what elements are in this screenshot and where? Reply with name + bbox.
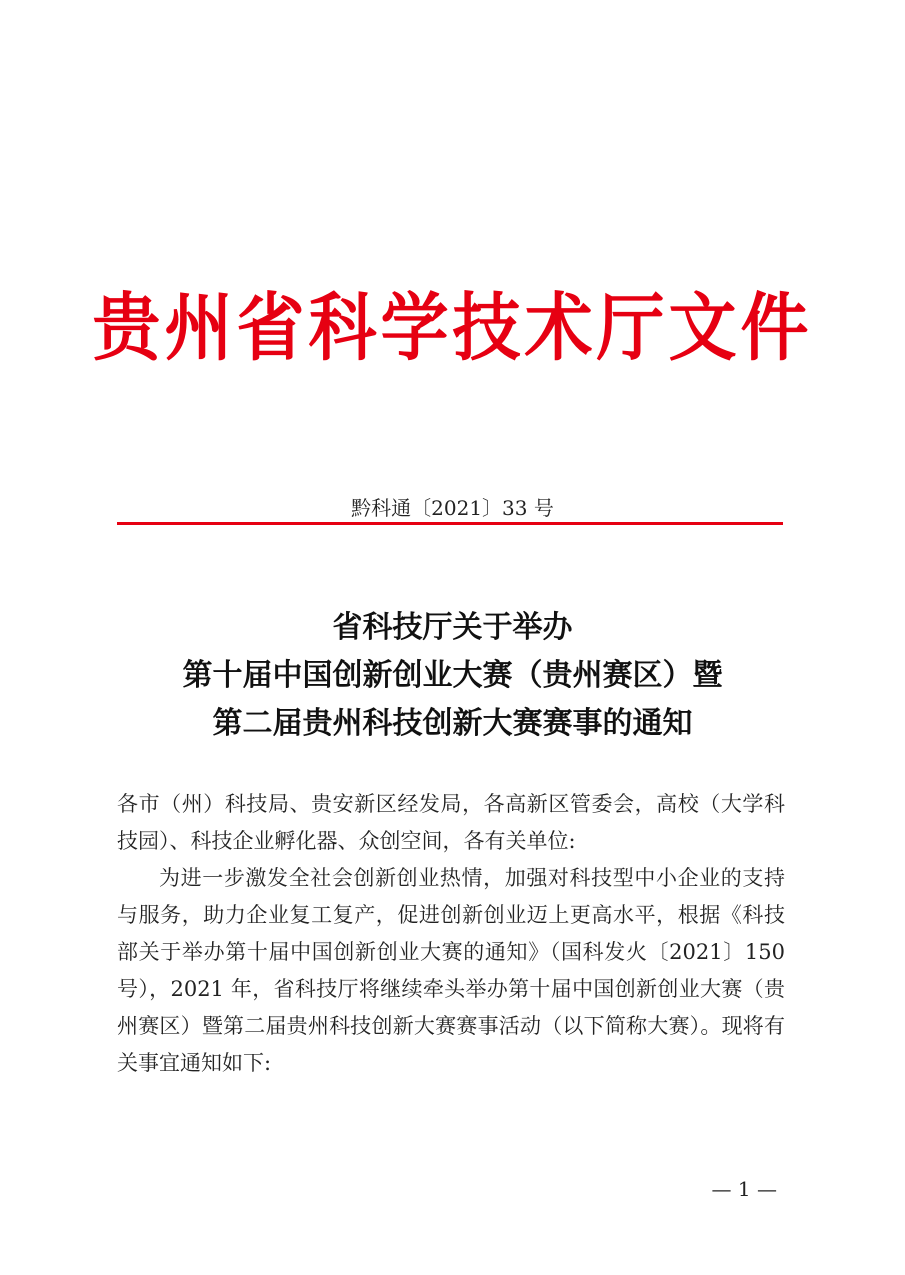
red-divider-line [117,522,783,525]
notice-body [117,786,785,1082]
title-line-3: 第二届贵州科技创新大赛赛事的通知 [212,706,693,741]
document-number: 黔科通〔2021〕33 号 [351,496,554,520]
salutation: 各市（州）科技局、贵安新区经发局，各高新区管委会，高校（大学科技园）、科技企业孵化器、众创空间，各有关单位: [117,792,785,853]
title-line-1: 省科技厅关于举办 [332,610,573,645]
page-number: — 1 — [711,1177,777,1201]
document-masthead: 贵州省科学技术厅文件 [92,284,813,372]
body-paragraph: 为进一步激发全社会创新创业热情，加强对科技型中小企业的支持与服务，助力企业复工复产，促进创新创业迈上更高水平，根据《科技部关于举办第十届中国创新创业大赛的通知》（国科发火〔2021〕150 号），2021 年，省科技厅将继续牵头举办第十届中国创新创业大赛（贵州赛区）暨第二届贵州科技创新大赛赛事活动（以下简称大赛）。现将有关事宜通知如下: [117,866,785,1075]
notice-title [0,604,905,748]
title-line-2: 第十届中国创新创业大赛（贵州赛区）暨 [182,658,723,693]
